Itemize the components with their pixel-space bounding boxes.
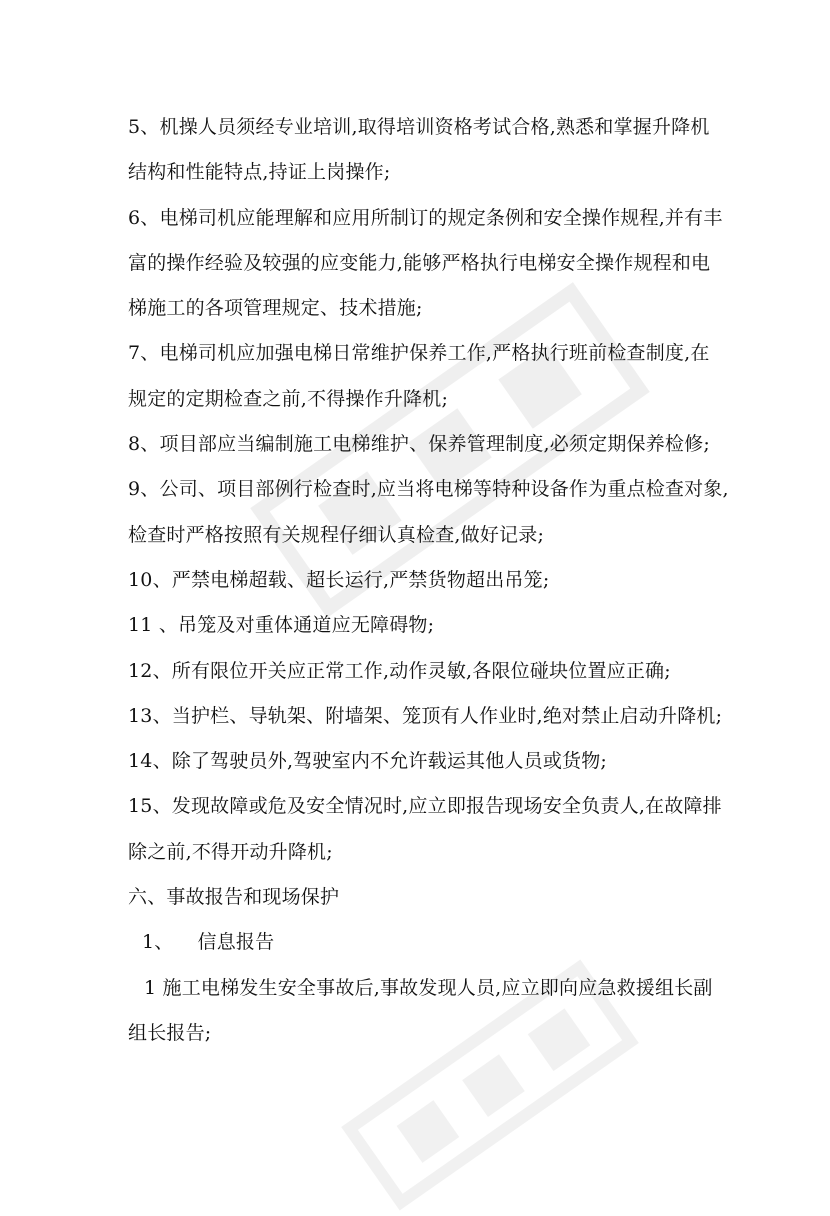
text-line: 9、公司、项目部例行检查时,应当将电梯等特种设备作为重点检查对象, xyxy=(128,478,729,501)
text-line: 11 、吊笼及对重体通道应无障碍物; xyxy=(128,614,435,637)
text-line: 8、项目部应当编制施工电梯维护、保养管理制度,必须定期保养检修; xyxy=(128,433,710,456)
text-line: 6、电梯司机应能理解和应用所制订的规定条例和安全操作规程,并有丰 xyxy=(128,206,723,229)
subsection-number: 1、 xyxy=(142,931,174,954)
paragraph-line: 1 施工电梯发生安全事故后,事故发现人员,应立即向应急救援组长副 xyxy=(144,976,713,999)
text-line: 12、所有限位开关应正常工作,动作灵敏,各限位碰块位置应正确; xyxy=(128,659,671,682)
document-body xyxy=(128,105,728,1056)
text-line: 5、机操人员须经专业培训,取得培训资格考试合格,熟悉和掌握升降机 xyxy=(128,116,710,138)
text-line: 富的操作经验及较强的应变能力,能够严格执行电梯安全操作规程和电 xyxy=(128,251,711,274)
section-heading: 六、事故报告和现场保护 xyxy=(128,886,340,909)
text-line: 结构和性能特点,持证上岗操作; xyxy=(128,161,391,184)
text-line: 15、发现故障或危及安全情况时,应立即报告现场安全负责人,在故障排 xyxy=(128,795,722,818)
text-line: 14、除了驾驶员外,驾驶室内不允许载运其他人员或货物; xyxy=(128,750,608,773)
paragraph-line: 组长报告; xyxy=(128,1021,212,1044)
text-line: 除之前,不得开动升降机; xyxy=(128,840,333,863)
text-line: 规定的定期检查之前,不得操作升降机; xyxy=(128,387,449,410)
text-line: 13、当护栏、导轨架、附墙架、笼顶有人作业时,绝对禁止启动升降机; xyxy=(128,704,723,727)
subsection-heading xyxy=(128,920,728,965)
subsection-title: 信息报告 xyxy=(197,931,275,954)
text-line: 10、严禁电梯超载、超长运行,严禁货物超出吊笼; xyxy=(128,568,550,591)
text-line: 检查时严格按照有关规程仔细认真检查,做好记录; xyxy=(128,523,545,546)
text-line: 7、电梯司机应加强电梯日常维护保养工作,严格执行班前检查制度,在 xyxy=(128,342,710,365)
text-line: 梯施工的各项管理规定、技术措施; xyxy=(128,297,423,320)
